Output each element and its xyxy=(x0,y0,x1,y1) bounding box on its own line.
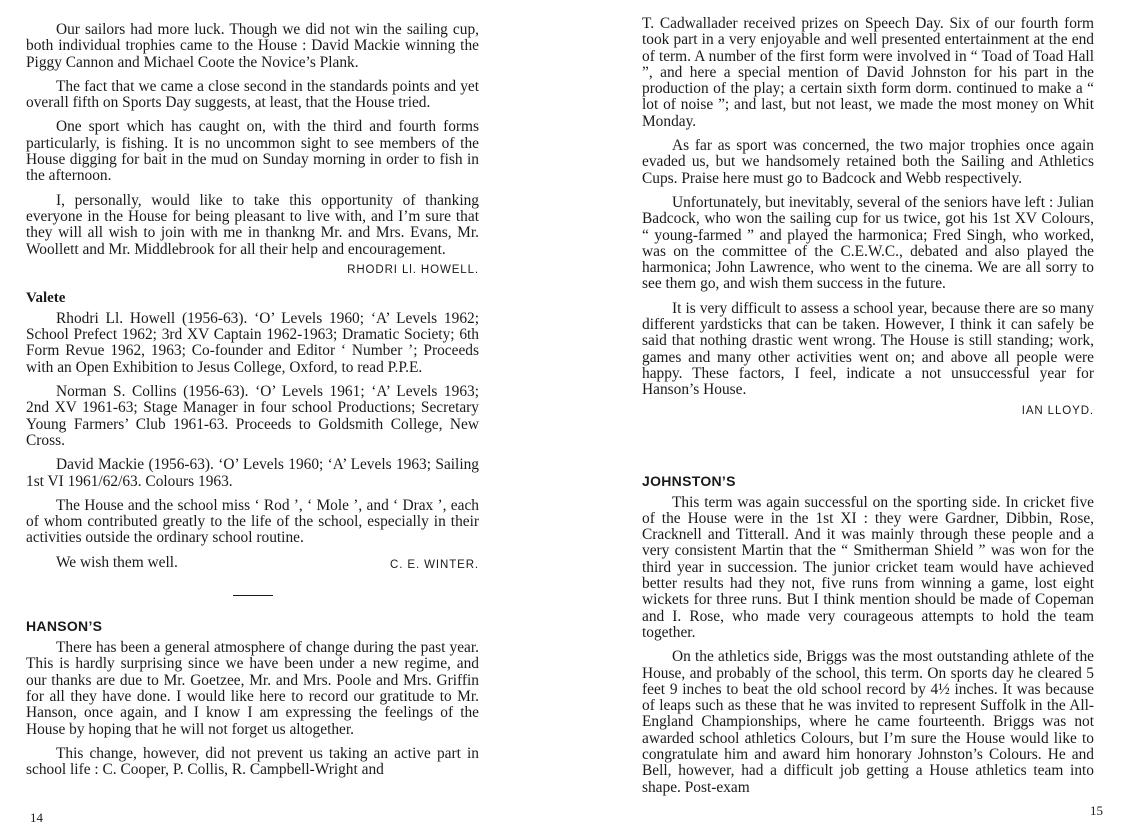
paragraph-seniors-left: Unfortunately, but inevitably, several of the seniors have left : Julian Badcock, who won the sailing cup for us twice, got his 1st XV Colours, “ young-farmed ” and played the harmonica; Fred Singh, who worked, was on the committee of the C.E.W.C., debated and also played the harmonica; John Lawrence, who went to the cinema. We are all sorry to see them go, and wish them success in the future. xyxy=(642,193,1094,293)
signature-winter: C. E. WINTER. xyxy=(389,559,479,572)
paragraph-assessment: It is very difficult to assess a school year, because there are so many different yardsticks that can be taken. However, I think it can safely be said that nothing drastic went wrong. The House is still standing; work, games and many other activities went on; and above all people were happy. These factors, I feel, indicate a not unsuccessful year for Hanson’s House. xyxy=(642,299,1094,399)
valete-heading: Valete xyxy=(26,289,66,306)
paragraph-fishing: One sport which has caught on, with the third and fourth forms particularly, is fishing. It is no uncommon sight to see members of the House digging for bait in the mud on Sunday morning in order to fish in the afternoon. xyxy=(26,118,479,185)
page-number-right: 15 xyxy=(1090,803,1103,818)
johnstons-heading: JOHNSTON’S xyxy=(642,472,736,489)
valete-howell: Rhodri Ll. Howell (1956-63). ‘O’ Levels 1960; ‘A’ Levels 1962; School Prefect 1962; 3rd XV Captain 1962-1963; Dramatic Society; 6th Form Revue 1962, 1963; Co-founder and Editor ‘ Number ’; Proceeds with an Open Exhibition to Jesus College, Oxford, to read P.P.E. xyxy=(26,309,479,376)
paragraph-change: There has been a general atmosphere of change during the past year. This is hardly surprising since we have been under a new regime, and our thanks are due to Mr. Goetzee, Mr. and Mrs. Poole and Mrs. Griffin for all they have done. I would like here to record our gratitude to Mr. Hanson, once again, and I know I am expressing the feelings of the House by hoping that he will not forget us altogether. xyxy=(26,639,479,738)
paragraph-school-life: This change, however, did not prevent us taking an active part in school life : C. Cooper, P. Collis, R. Campbell-Wright and xyxy=(26,744,479,779)
page-number-left: 14 xyxy=(30,810,43,825)
valete-farewell: We wish them well. xyxy=(56,553,178,571)
valete-nicknames: The House and the school miss ‘ Rod ’, ‘ Mole ’, and ‘ Drax ’, each of whom contributed greatly to the life of the school, especially in their activities outside the ordinary school routine. xyxy=(26,496,479,547)
paragraph-cricket: This term was again successful on the sporting side. In cricket five of the House were in the 1st XI : they were Gardner, Dibbin, Rose, Cracknell and Titterall. And it was mainly through these people and a very consistent Martin that the “ Smitherman Shield ” was won for the third year in succession. The junior cricket team would have achieved better results had they not, five runs from winning a game, lost eight wickets for three runs. But I think mention should be made of Copeman and I. Rose, who made very courageous attempts to hold the team together. xyxy=(642,493,1094,641)
section-divider xyxy=(233,595,273,596)
left-column xyxy=(26,22,479,786)
hansons-heading: HANSON’S xyxy=(26,618,103,635)
valete-collins: Norman S. Collins (1956-63). ‘O’ Levels 1961; ‘A’ Levels 1963; 2nd XV 1961-63; Stage Manager in four school Productions; Secretary Young Farmers’ Club 1961-63. Proceeds to Goldsmith College, New Cross. xyxy=(26,383,479,449)
right-column xyxy=(642,16,1094,804)
right-page xyxy=(630,0,1130,840)
signature-lloyd: IAN LLOYD. xyxy=(1021,404,1094,417)
paragraph-athletics: On the athletics side, Briggs was the most outstanding athlete of the House, and probably of the school, this term. On sports day he cleared 5 feet 9 inches to beat the old school record by 4½ inches. It was because of leaps such as these that he was invited to represent Suffolk in the All-England Championships, where he came fourteenth. Briggs was not awarded school athletics Colours, but I’m sure the House would like to congratulate him and award him honorary Johnston’s Colours. He and Bell, however, had a difficult job getting a House athletics team into shape. Post-exam xyxy=(642,648,1094,796)
left-page xyxy=(0,0,500,840)
signature-howell: RHODRI Ll. HOWELL. xyxy=(347,263,479,276)
paragraph-sports-day: The fact that we came a close second in the standards points and yet overall fifth on Sports Day suggests, at least, that the House tried. xyxy=(26,77,479,112)
paragraph-speech-day: T. Cadwallader received prizes on Speech Day. Six of our fourth form took part in a very enjoyable and well presented entertainment at the end of term. A number of the first form were involved in “ Toad of Toad Hall ”, and here a special mention of David Johnston for his part in the production of the play; a certain sixth form dorm. continued to make a “ lot of noise ”; and last, but not least, we made the most money on Whit Monday. xyxy=(642,15,1094,130)
paragraph-sport: As far as sport was concerned, the two major trophies once again evaded us, but we handsomely retained both the Sailing and Athletics Cups. Praise here must go to Badcock and Webb respectively. xyxy=(642,137,1094,187)
valete-mackie: David Mackie (1956-63). ‘O’ Levels 1960; ‘A’ Levels 1963; Sailing 1st VI 1961/62/63. Colours 1963. xyxy=(26,456,479,490)
paragraph-thanks: I, personally, would like to take this opportunity of thanking everyone in the House for being pleasant to live with, and I’m sure that they will all wish to join with me in thankng Mr. and Mrs. Evans, Mr. Woollett and Mr. Middlebrook for all their help and encouragement. xyxy=(26,191,479,258)
paragraph-sailing: Our sailors had more luck. Though we did not win the sailing cup, both individual trophies came to the House : David Mackie winning the Piggy Cannon and Michael Coote the Novice’s Plank. xyxy=(26,21,479,71)
